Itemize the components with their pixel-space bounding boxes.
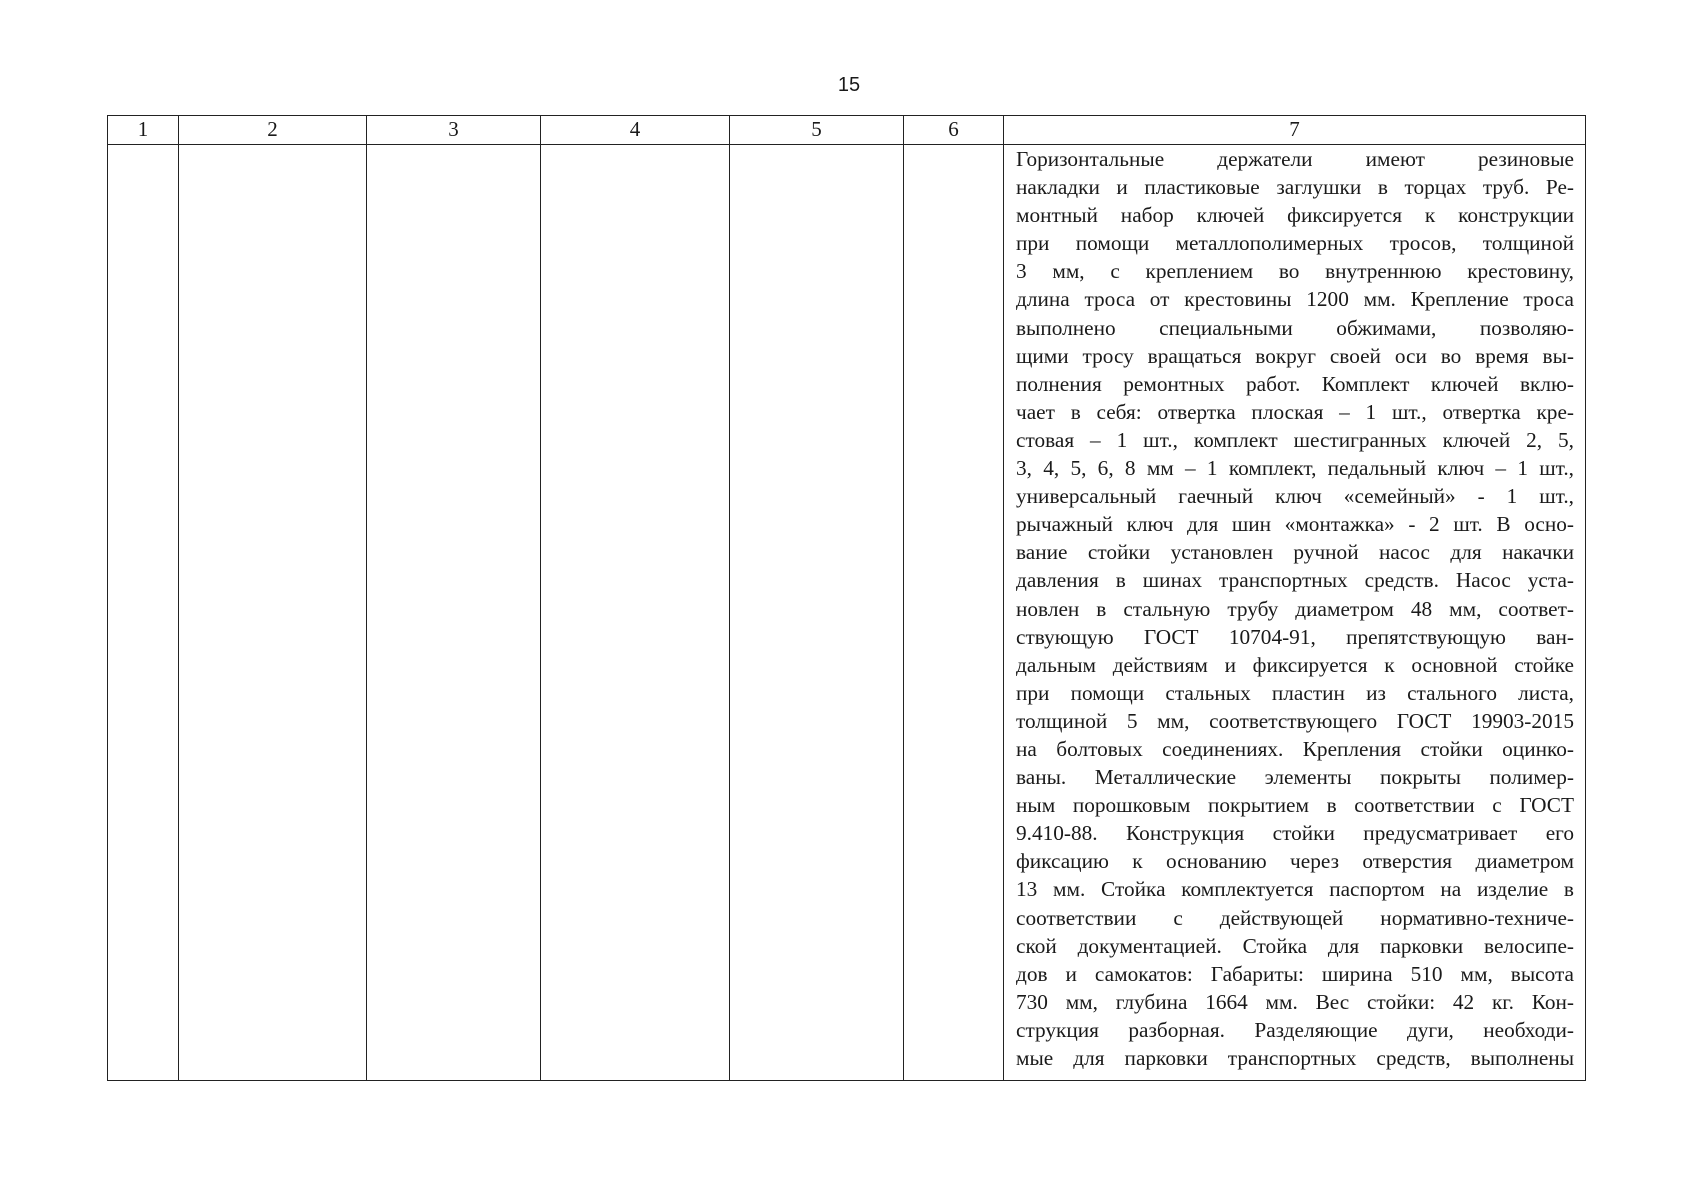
description-line: длина троса от крестовины 1200 мм. Крепление троса [1016,287,1574,312]
description-line: ствующую ГОСТ 10704-91, препятствующую ван- [1016,624,1574,649]
page-number: 15 [837,74,861,96]
description-line: щими тросу вращаться вокруг своей оси во время вы- [1016,343,1574,368]
description-line: фиксацию к основанию через отверстия диаметром [1016,849,1574,874]
description-line: Горизонтальные держатели имеют резиновые [1016,147,1574,171]
description-line: накладки и пластиковые заглушки в торцах труб. Ре- [1016,175,1574,200]
description-line: ской документацией. Стойка для парковки велосипе- [1016,933,1574,958]
table-cell-col-3 [367,145,541,1081]
description-line: 13 мм. Стойка комплектуется паспортом на изделие в [1016,877,1574,902]
description-line: новлен в стальную трубу диаметром 48 мм, соответ- [1016,596,1574,621]
description-line: полнения ремонтных работ. Комплект ключей вклю- [1016,371,1574,396]
specification-table [107,115,1586,1081]
description-line: рычажный ключ для шин «монтажка» - 2 шт. В осно- [1016,512,1574,537]
description-line: универсальный гаечный ключ «семейный» - 1 шт., [1016,484,1574,509]
table-cell-col-4 [541,145,730,1081]
description-line: 730 мм, глубина 1664 мм. Вес стойки: 42 кг. Кон- [1016,989,1574,1014]
description-line: при помощи стальных пластин из стального листа, [1016,680,1574,705]
description-line: дов и самокатов: Габариты: ширина 510 мм, высота [1016,961,1574,986]
description-line: 3, 4, 5, 6, 8 мм – 1 комплект, педальный ключ – 1 шт., [1016,456,1574,481]
table-header-row [108,116,1586,145]
description-line: 9.410-88. Конструкция стойки предусматривает его [1016,821,1574,846]
table-cell-col-5 [730,145,904,1081]
description-line: давления в шинах транспортных средств. Насос уста- [1016,568,1574,593]
column-header-1: 1 [108,116,179,145]
description-line: мые для парковки транспортных средств, выполнены [1016,1046,1574,1070]
table-cell-col-1 [108,145,179,1081]
column-header-4: 4 [541,116,730,145]
description-line: ным порошковым покрытием в соответствии с ГОСТ [1016,793,1574,818]
description-line: ваны. Металлические элементы покрыты полимер- [1016,765,1574,790]
column-header-6: 6 [904,116,1004,145]
table-cell-col-6 [904,145,1004,1081]
description-line: выполнено специальными обжимами, позволяю- [1016,315,1574,340]
description-line: чает в себя: отвертка плоская – 1 шт., отвертка кре- [1016,399,1574,424]
description-line: монтный набор ключей фиксируется к конструкции [1016,203,1574,228]
description-line: вание стойки установлен ручной насос для накачки [1016,540,1574,565]
description-line: дальным действиям и фиксируется к основной стойке [1016,652,1574,677]
table-cell-col-2 [179,145,367,1081]
description-line: при помощи металлополимерных тросов, толщиной [1016,231,1574,256]
description-line: струкция разборная. Разделяющие дуги, необходи- [1016,1017,1574,1042]
description-cell [1004,145,1586,1081]
column-header-5: 5 [730,116,904,145]
column-header-7: 7 [1004,116,1586,145]
column-header-3: 3 [367,116,541,145]
description-line: на болтовых соединениях. Крепления стойки оцинко- [1016,736,1574,761]
description-line: толщиной 5 мм, соответствующего ГОСТ 19903-2015 [1016,708,1574,733]
description-line: соответствии с действующей нормативно-техниче- [1016,905,1574,930]
column-header-2: 2 [179,116,367,145]
description-line: 3 мм, с креплением во внутреннюю крестовину, [1016,259,1574,284]
table-row [108,145,1586,1081]
description-line: стовая – 1 шт., комплект шестигранных ключей 2, 5, [1016,427,1574,452]
